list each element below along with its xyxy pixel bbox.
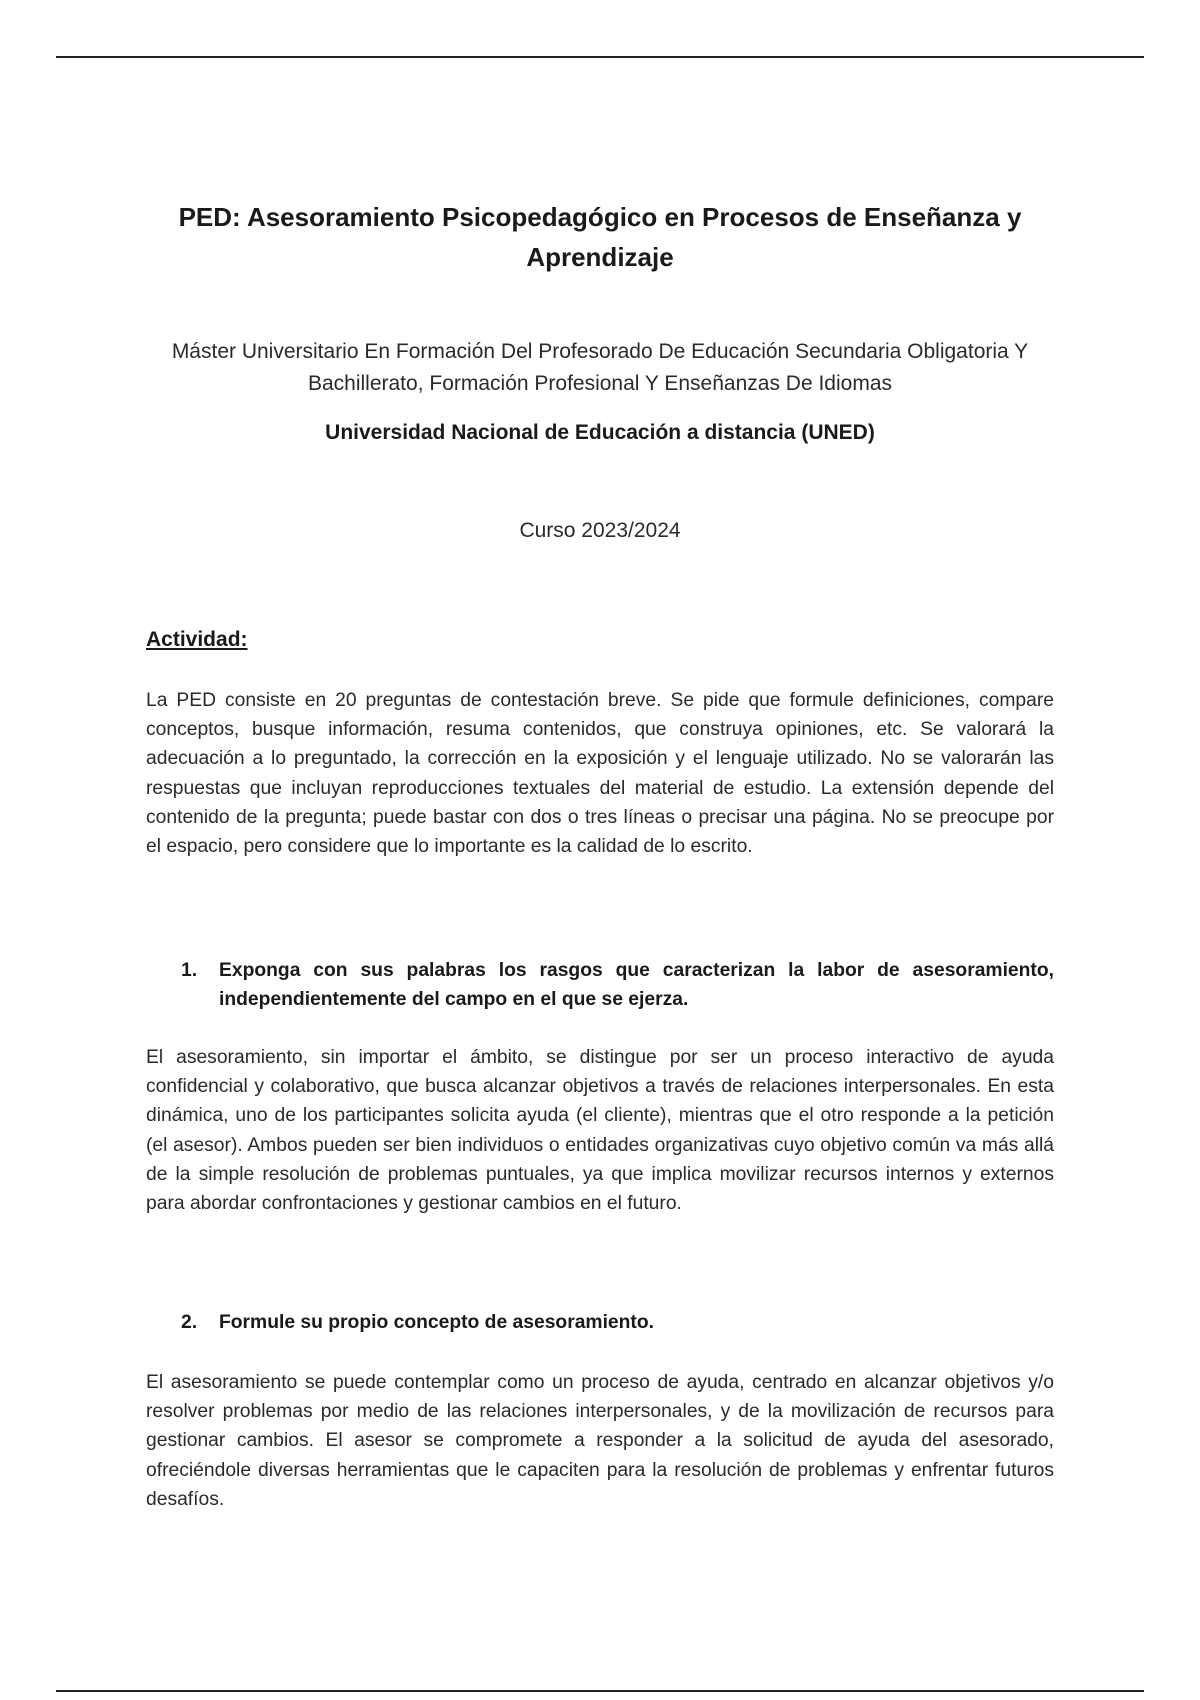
activity-heading: Actividad: [146,628,248,651]
activity-description: La PED consiste en 20 preguntas de contestación breve. Se pide que formule definiciones, compare conceptos, busque información, resuma contenidos, que construya opiniones, etc. Se valorará la adecuación a lo preguntado, la corrección en la exposición y el lenguaje utilizado. No se valorarán las respuestas que incluyan reproducciones textuales del material de estudio. La extensión depende del contenido de la pregunta; puede bastar con dos o tres líneas o precisar una página. No se preocupe por el espacio, pero considere que lo importante es la calidad de lo escrito. [146,690,1054,858]
question-text: Exponga con sus palabras los rasgos que caracterizan la labor de asesoramiento, independientemente del campo en el que se ejerza. [219,960,1054,1010]
question-number: 2. [181,1312,198,1333]
question-text: Formule su propio concepto de asesoramiento. [219,1312,654,1333]
degree-name: Máster Universitario En Formación Del Profesorado De Educación Secundaria Obligatoria Y Bachillerato, Formación Profesional Y Enseñanzas De Idiomas [171,340,1029,395]
answer-2: El asesoramiento se puede contemplar como un proceso de ayuda, centrado en alcanzar objetivos y/o resolver problemas por medio de las relaciones interpersonales, y de la movilización de recursos para gestionar cambios. El asesor se compromete a responder a la solicitud de ayuda del asesorado, ofreciéndole diversas herramientas que le capaciten para la resolución de problemas y enfrentar futuros desafíos. [146,1372,1054,1510]
document-title: PED: Asesoramiento Psicopedagógico en Procesos de Enseñanza y Aprendizaje [178,202,1022,272]
question-number: 1. [181,960,198,981]
question-2 [181,1308,1054,1337]
bottom-rule [56,1690,1144,1692]
top-rule [56,56,1144,58]
university-name: Universidad Nacional de Educación a distancia (UNED) [325,421,875,444]
answer-1: El asesoramiento, sin importar el ámbito, se distingue por ser un proceso interactivo de ayuda confidencial y colaborativo, que busca alcanzar objetivos a través de relaciones interpersonales. En esta dinámica, uno de los participantes solicita ayuda (el cliente), mientras que el otro responde a la petición (el asesor). Ambos pueden ser bien individuos o entidades organizativas cuyo objetivo común va más allá de la simple resolución de problemas puntuales, ya que implica movilizar recursos internos y externos para abordar confrontaciones y gestionar cambios en el futuro. [146,1047,1054,1215]
course-year: Curso 2023/2024 [519,519,681,542]
question-1 [181,956,1054,1014]
